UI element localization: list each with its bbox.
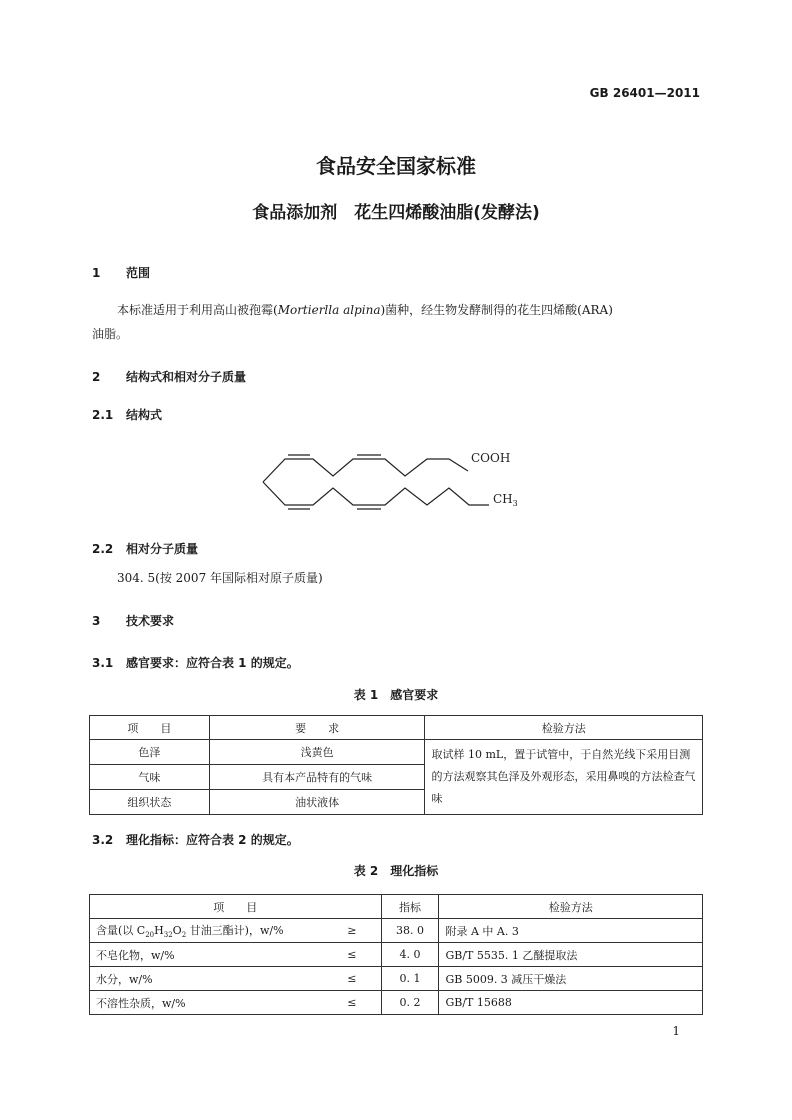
section-3-2-heading	[92, 831, 299, 848]
page-number: 1	[672, 1024, 680, 1038]
method-cell: 取试样 10 mL，置于试管中，于自然光线下采用目测的方法观察其色泽及外观形态，采用鼻嗅的方法检查气味	[425, 740, 703, 815]
section-title: 感官要求：应符合表 1 的规定。	[126, 656, 299, 670]
standard-number: GB 26401—2011	[589, 86, 700, 100]
molecular-mass-text: 304. 5(按 2007 年国际相对原子质量)	[117, 571, 323, 585]
section-3-1-heading	[92, 654, 299, 671]
comparison-symbol: ≤	[323, 943, 381, 967]
comparison-symbol: ≥	[323, 919, 381, 943]
section-2-2-heading	[92, 540, 198, 557]
table-row	[90, 943, 703, 967]
method-cell: GB/T 5535. 1 乙醚提取法	[439, 943, 703, 967]
requirement-cell: 具有本产品特有的气味	[209, 765, 425, 790]
section-1-heading	[92, 264, 150, 281]
table-row	[90, 991, 703, 1015]
sensory-table	[89, 715, 703, 815]
carboxyl-group: COOH	[471, 451, 511, 465]
item-cell: 含量(以 $C_{20}H_{32}O_2$ 甘油三酯计)，w/%	[90, 919, 324, 943]
method-cell: GB/T 15688	[439, 991, 703, 1015]
table-header-row	[90, 895, 703, 919]
table-header-row	[90, 716, 703, 740]
item-cell: 色泽	[90, 740, 210, 765]
table-2-caption: 表 2 理化指标	[353, 864, 439, 878]
section-number: 2	[92, 370, 101, 384]
document-subtitle: 食品添加剂 花生四烯酸油脂(发酵法)	[252, 203, 540, 223]
methyl-group: $CH_3$	[493, 492, 518, 508]
table-row	[90, 740, 703, 765]
section-number: 3.1	[92, 656, 114, 670]
section-number: 2.1	[92, 408, 114, 422]
section-title: 结构式和相对分子质量	[126, 370, 247, 384]
section-number: 1	[92, 266, 101, 280]
item-cell: 不皂化物，w/%	[90, 943, 324, 967]
header-cell: 项 目	[90, 895, 382, 919]
scope-paragraph	[92, 298, 706, 346]
section-2-heading	[92, 368, 246, 385]
section-title: 理化指标：应符合表 2 的规定。	[126, 833, 299, 847]
table-row	[90, 919, 703, 943]
header-cell: 指标	[381, 895, 439, 919]
method-cell: GB 5009. 3 减压干燥法	[439, 967, 703, 991]
value-cell: 4. 0	[381, 943, 439, 967]
section-number: 3	[92, 614, 101, 628]
table-1-caption: 表 1 感官要求	[353, 688, 439, 702]
scope-text-b: )菌种，经生物发酵制得的花生四烯酸(ARA)	[380, 303, 613, 317]
header-cell: 项 目	[90, 716, 210, 740]
section-title: 相对分子质量	[126, 542, 199, 556]
method-cell: 附录 A 中 A. 3	[439, 919, 703, 943]
scope-text-c: 油脂。	[92, 327, 129, 341]
value-cell: 0. 1	[381, 967, 439, 991]
item-cell: 气味	[90, 765, 210, 790]
section-title: 范围	[126, 266, 151, 280]
scope-species: Mortierlla alpina	[277, 303, 381, 317]
header-cell: 检验方法	[439, 895, 703, 919]
section-number: 2.2	[92, 542, 114, 556]
requirement-cell: 浅黄色	[209, 740, 425, 765]
section-number: 3.2	[92, 833, 114, 847]
value-cell: 38. 0	[381, 919, 439, 943]
upper-chain	[263, 459, 468, 482]
header-cell: 检验方法	[425, 716, 703, 740]
lower-chain	[263, 482, 489, 505]
table-row	[90, 967, 703, 991]
value-cell: 0. 2	[381, 991, 439, 1015]
comparison-symbol: ≤	[323, 967, 381, 991]
section-title: 技术要求	[126, 614, 175, 628]
section-title: 结构式	[126, 408, 163, 422]
requirement-cell: 油状液体	[209, 790, 425, 815]
section-3-heading	[92, 612, 174, 629]
structural-formula	[255, 437, 540, 527]
item-cell: 组织状态	[90, 790, 210, 815]
physicochemical-table	[89, 894, 703, 1015]
item-cell: 水分，w/%	[90, 967, 324, 991]
header-cell: 要 求	[209, 716, 425, 740]
document-title: 食品安全国家标准	[316, 154, 476, 178]
scope-text-a: 本标准适用于利用高山被孢霉(	[117, 303, 278, 317]
item-cell: 不溶性杂质，w/%	[90, 991, 324, 1015]
section-2-1-heading	[92, 406, 162, 423]
comparison-symbol: ≤	[323, 991, 381, 1015]
